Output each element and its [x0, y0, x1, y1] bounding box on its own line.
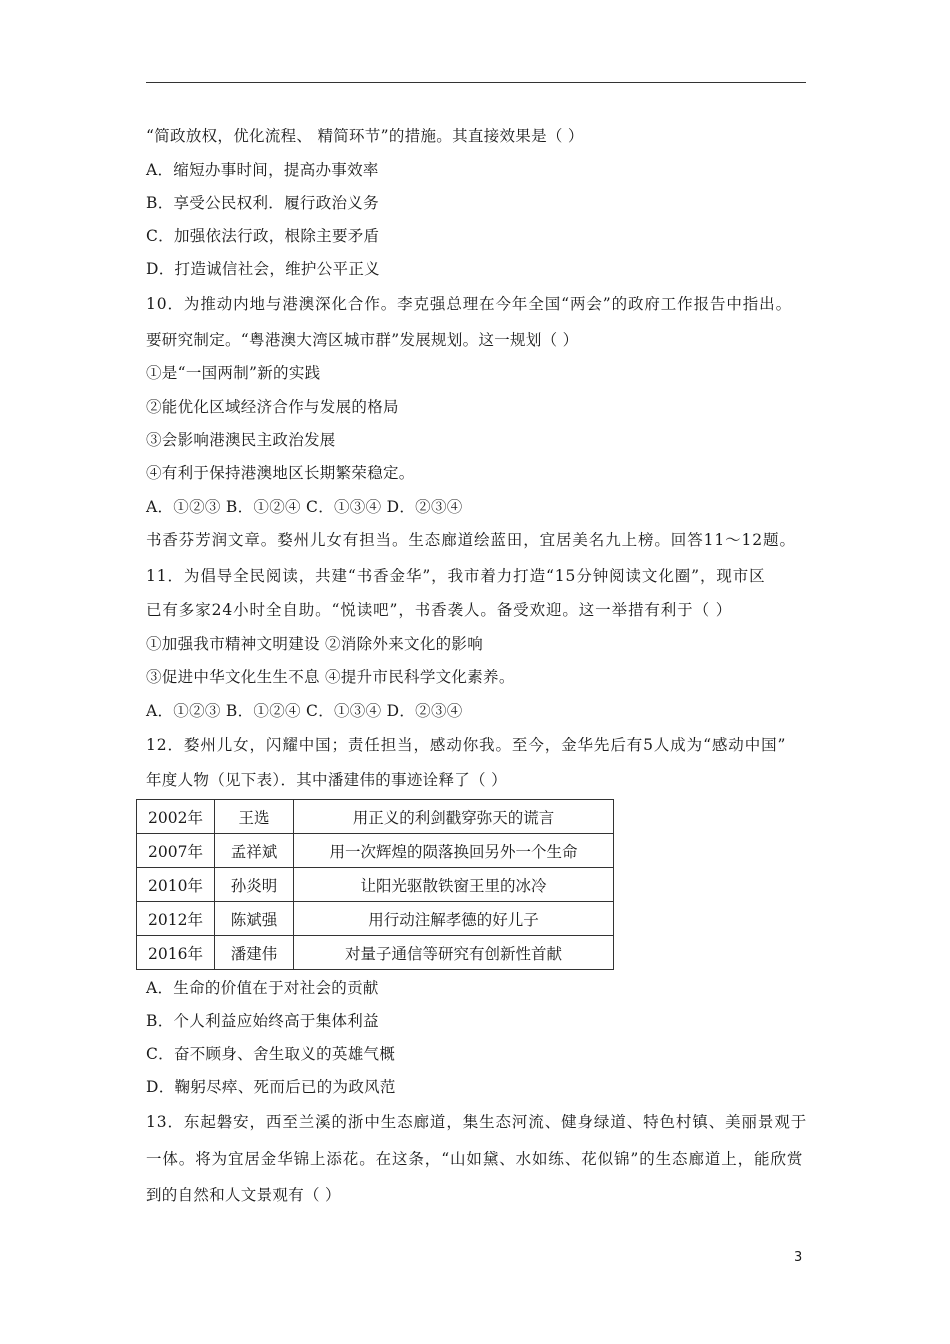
option-line: D．打造诚信社会，维护公平正义: [146, 260, 380, 278]
option-line: B．享受公民权利．履行政治义务: [146, 194, 379, 212]
year-cell: 2016年: [137, 936, 215, 970]
statement-line: ①加强我市精神文明建设 ②消除外来文化的影响: [146, 635, 484, 653]
table-row: [137, 902, 614, 936]
question-13-line: 13．东起磐安，西至兰溪的浙中生态廊道，集生态河流、健身绿道、特色村镇、美丽景观于: [146, 1113, 808, 1131]
year-cell: 2007年: [137, 834, 215, 868]
desc-cell: 用正义的利剑戳穿弥天的谎言: [294, 800, 614, 834]
statement-line: ④有利于保持港澳地区长期繁荣稳定。: [146, 464, 415, 482]
table-row: [137, 834, 614, 868]
page-number: 3: [794, 1250, 803, 1265]
desc-cell: 用一次辉煌的陨落换回另外一个生命: [294, 834, 614, 868]
statement-line: ②能优化区域经济合作与发展的格局: [146, 398, 399, 416]
answer-options: A．①②③ B．①②④ C．①③④ D．②③④: [146, 702, 463, 720]
name-cell: 孟祥斌: [215, 834, 294, 868]
name-cell: 陈斌强: [215, 902, 294, 936]
desc-cell: 用行动注解孝德的好儿子: [294, 902, 614, 936]
name-cell: 孙炎明: [215, 868, 294, 902]
desc-cell: 对量子通信等研究有创新性首献: [294, 936, 614, 970]
question-13-line: 一体。将为宜居金华锦上添花。在这条，“山如黛、水如练、花似锦”的生态廊道上，能欣赏: [146, 1150, 804, 1168]
statement-line: ③促进中华文化生生不息 ④提升市民科学文化素养。: [146, 668, 515, 686]
year-cell: 2012年: [137, 902, 215, 936]
table-row: [137, 936, 614, 970]
question-10-line: 要研究制定。“粤港澳大湾区城市群”发展规划。这一规划（ ）: [146, 331, 579, 349]
section-intro: 书香芬芳润文章。婺州儿女有担当。生态廊道绘蓝田，宜居美名九上榜。回答11～12题。: [146, 531, 796, 549]
header-rule: [146, 82, 806, 83]
question-13-line: 到的自然和人文景观有（ ）: [146, 1186, 341, 1204]
statement-line: ③会影响港澳民主政治发展: [146, 431, 336, 449]
desc-cell: 让阳光驱散铁窗王里的冰冷: [294, 868, 614, 902]
option-line: A．缩短办事时间，提高办事效率: [146, 161, 379, 179]
question-12-line: 年度人物（见下表）．其中潘建伟的事迹诠释了（ ）: [146, 771, 507, 789]
table-row: [137, 868, 614, 902]
table-row: [137, 800, 614, 834]
question-12-line: 12．婺州儿女，闪耀中国；责任担当，感动你我。至今，金华先后有5人成为“感动中国”: [146, 736, 787, 754]
name-cell: 王选: [215, 800, 294, 834]
option-line: C．奋不顾身、舍生取义的英雄气概: [146, 1045, 396, 1063]
option-line: B．个人利益应始终高于集体利益: [146, 1012, 379, 1030]
statement-line: ①是“一国两制”新的实践: [146, 364, 321, 382]
text-line: “简政放权，优化流程、 精简环节”的措施。其直接效果是（ ）: [146, 127, 584, 145]
name-cell: 潘建伟: [215, 936, 294, 970]
option-line: A．生命的价值在于对社会的贡献: [146, 979, 379, 997]
year-cell: 2002年: [137, 800, 215, 834]
answer-options: A．①②③ B．①②④ C．①③④ D．②③④: [146, 498, 463, 516]
touching-china-table: [136, 799, 614, 970]
question-11-line: 11．为倡导全民阅读，共建“书香金华”，我市着力打造“15分钟阅读文化圈”，现市区: [146, 567, 766, 585]
question-10-line: 10．为推动内地与港澳深化合作。李克强总理在今年全国“两会”的政府工作报告中指出。: [146, 295, 792, 313]
option-line: C．加强依法行政，根除主要矛盾: [146, 227, 380, 245]
question-11-line: 已有多家24小时全自助。“悦读吧”，书香袭人。备受欢迎。这一举措有利于（ ）: [146, 601, 733, 619]
option-line: D．鞠躬尽瘁、死而后已的为政风范: [146, 1078, 396, 1096]
year-cell: 2010年: [137, 868, 215, 902]
